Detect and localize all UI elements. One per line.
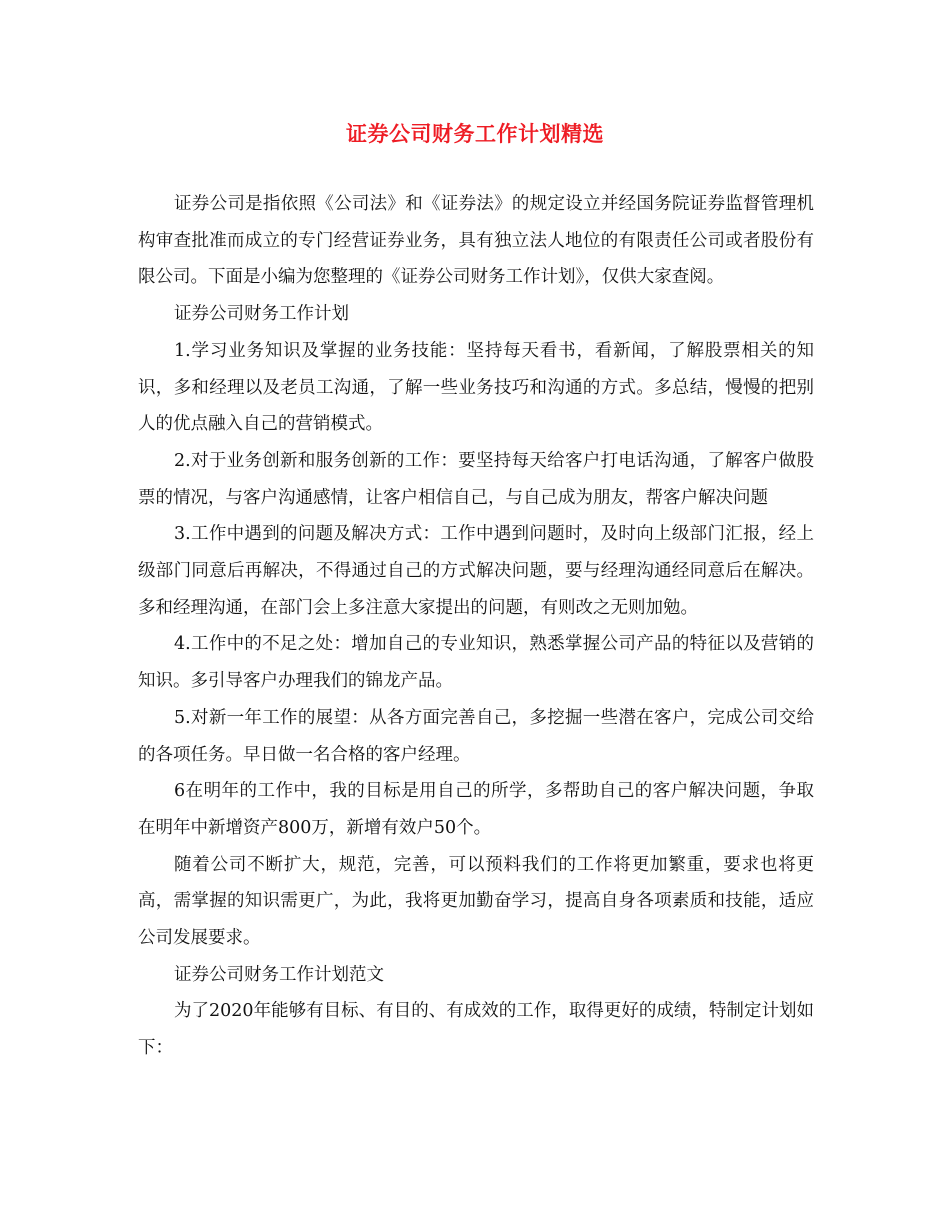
plan-item-1: 1.学习业务知识及掌握的业务技能：坚持每天看书，看新闻，了解股票相关的知识，多和经理以及老员工沟通，了解一些业务技巧和沟通的方式。多总结，慢慢的把别人的优点融入自己的营销模式。 — [138, 340, 814, 435]
plan-item-4: 4.工作中的不足之处：增加自己的专业知识，熟悉掌握公司产品的特征以及营销的知识。多引导客户办理我们的锦龙产品。 — [138, 634, 814, 692]
plan-item-2: 2.对于业务创新和服务创新的工作：要坚持每天给客户打电话沟通，了解客户做股票的情况，与客户沟通感情，让客户相信自己，与自己成为朋友，帮客户解决问题 — [138, 450, 814, 508]
document-title: 证券公司财务工作计划精选 — [346, 121, 604, 146]
section-heading-plan: 证券公司财务工作计划 — [174, 304, 349, 325]
section-heading-sample: 证券公司财务工作计划范文 — [174, 964, 384, 985]
plan-item-5: 5.对新一年工作的展望：从各方面完善自己，多挖掘一些潜在客户，完成公司交给的各项任务。早日做一名合格的客户经理。 — [138, 707, 814, 765]
document-body — [138, 186, 814, 1067]
intro-paragraph: 证券公司是指依照《公司法》和《证券法》的规定设立并经国务院证券监督管理机构审查批准而成立的专门经营证券业务，具有独立法人地位的有限责任公司或者股份有限公司。下面是小编为您整理的《证券公司财务工作计划》，仅供大家查阅。 — [138, 194, 814, 288]
plan-item-6: 6在明年的工作中，我的目标是用自己的所学，多帮助自己的客户解决问题，争取在明年中新增资产800万，新增有效户50个。 — [138, 781, 814, 838]
plan-item-3: 3.工作中遇到的问题及解决方式：工作中遇到问题时，及时向上级部门汇报，经上级部门同意后再解决，不得通过自己的方式解决问题，要与经理沟通经同意后在解决。多和经理沟通，在部门会上多注意大家提出的问题，有则改之无则加勉。 — [138, 524, 814, 618]
closing-paragraph: 随着公司不断扩大，规范，完善，可以预料我们的工作将更加繁重，要求也将更高，需掌握的知识需更广，为此，我将更加勤奋学习，提高自身各项素质和技能，适应公司发展要求。 — [138, 854, 814, 949]
sample-intro-paragraph: 为了2020年能够有目标、有目的、有成效的工作，取得更好的成绩，特制定计划如下： — [138, 1001, 814, 1059]
